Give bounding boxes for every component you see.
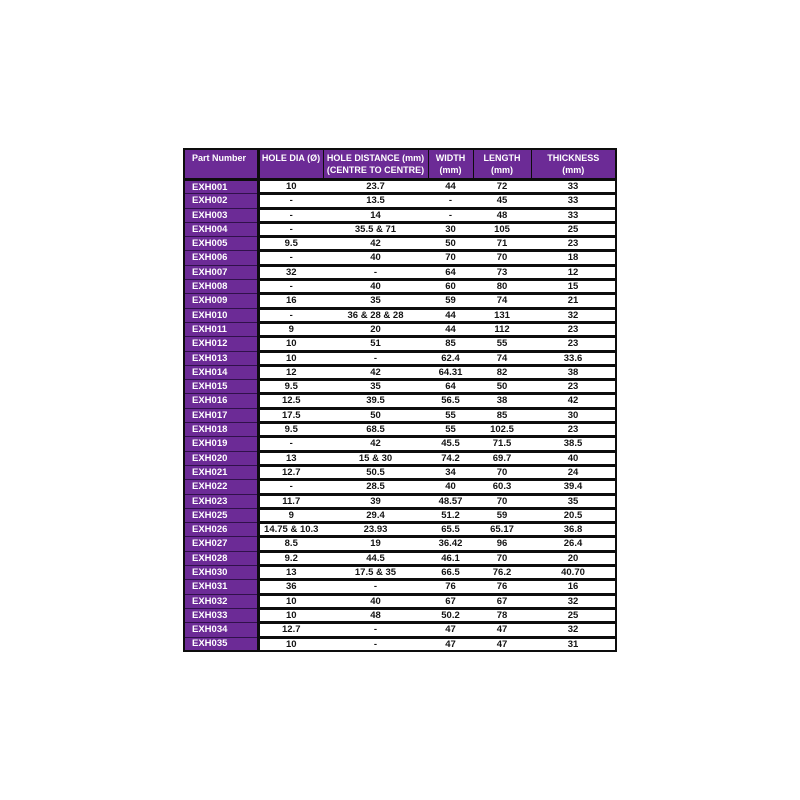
thickness-cell: 23 — [531, 237, 616, 251]
hole-distance-cell: 50 — [323, 408, 428, 422]
thickness-cell: 39.4 — [531, 480, 616, 494]
exhaust-spec-table — [183, 148, 617, 652]
hole-distance-cell: 20 — [323, 322, 428, 336]
part-number-cell: EXH009 — [184, 294, 258, 308]
hole-dia-cell: 9 — [258, 322, 323, 336]
length-cell: 48 — [473, 208, 531, 222]
hole-distance-cell: 14 — [323, 208, 428, 222]
hole-dia-cell: 14.75 & 10.3 — [258, 523, 323, 537]
table-body — [184, 180, 616, 651]
table-row — [184, 294, 616, 308]
hole-distance-cell: - — [323, 623, 428, 637]
header-label: WIDTH — [435, 153, 466, 163]
part-number-cell: EXH025 — [184, 508, 258, 522]
hole-distance-cell: 28.5 — [323, 480, 428, 494]
hole-dia-cell: 9.5 — [258, 237, 323, 251]
table-row — [184, 408, 616, 422]
table-row — [184, 508, 616, 522]
length-cell: 76 — [473, 580, 531, 594]
part-number-cell: EXH012 — [184, 337, 258, 351]
table-row — [184, 394, 616, 408]
width-cell: 64 — [428, 265, 473, 279]
width-cell: 55 — [428, 423, 473, 437]
length-cell: 74 — [473, 351, 531, 365]
header-thickness — [531, 149, 616, 180]
part-number-cell: EXH010 — [184, 308, 258, 322]
length-cell: 80 — [473, 280, 531, 294]
thickness-cell: 26.4 — [531, 537, 616, 551]
thickness-cell: 32 — [531, 623, 616, 637]
width-cell: - — [428, 194, 473, 208]
header-label: LENGTH — [483, 153, 521, 163]
part-number-cell: EXH008 — [184, 280, 258, 294]
length-cell: 71.5 — [473, 437, 531, 451]
part-number-cell: EXH033 — [184, 608, 258, 622]
table-row — [184, 351, 616, 365]
hole-dia-cell: 12 — [258, 365, 323, 379]
hole-dia-cell: 9.2 — [258, 551, 323, 565]
part-number-cell: EXH020 — [184, 451, 258, 465]
table-row — [184, 594, 616, 608]
width-cell: 36.42 — [428, 537, 473, 551]
thickness-cell: 21 — [531, 294, 616, 308]
length-cell: 38 — [473, 394, 531, 408]
width-cell: 30 — [428, 222, 473, 236]
width-cell: 45.5 — [428, 437, 473, 451]
part-number-cell: EXH007 — [184, 265, 258, 279]
length-cell: 72 — [473, 180, 531, 194]
part-number-cell: EXH023 — [184, 494, 258, 508]
part-number-cell: EXH019 — [184, 437, 258, 451]
thickness-cell: 32 — [531, 594, 616, 608]
hole-dia-cell: - — [258, 222, 323, 236]
hole-dia-cell: - — [258, 480, 323, 494]
length-cell: 105 — [473, 222, 531, 236]
length-cell: 78 — [473, 608, 531, 622]
thickness-cell: 30 — [531, 408, 616, 422]
part-number-cell: EXH030 — [184, 566, 258, 580]
hole-distance-cell: 35 — [323, 380, 428, 394]
width-cell: 85 — [428, 337, 473, 351]
part-number-cell: EXH034 — [184, 623, 258, 637]
header-label: THICKNESS — [547, 153, 600, 163]
length-cell: 55 — [473, 337, 531, 351]
header-label: Part Number — [192, 153, 247, 163]
hole-distance-cell: - — [323, 637, 428, 651]
part-number-cell: EXH027 — [184, 537, 258, 551]
length-cell: 96 — [473, 537, 531, 551]
header-row — [184, 149, 616, 180]
table-row — [184, 337, 616, 351]
length-cell: 60.3 — [473, 480, 531, 494]
part-number-cell: EXH004 — [184, 222, 258, 236]
table-row — [184, 437, 616, 451]
hole-distance-cell: 44.5 — [323, 551, 428, 565]
hole-dia-cell: - — [258, 194, 323, 208]
table-row — [184, 280, 616, 294]
hole-dia-cell: 9.5 — [258, 380, 323, 394]
table-row — [184, 480, 616, 494]
width-cell: 44 — [428, 180, 473, 194]
width-cell: 55 — [428, 408, 473, 422]
part-number-cell: EXH026 — [184, 523, 258, 537]
length-cell: 85 — [473, 408, 531, 422]
width-cell: 59 — [428, 294, 473, 308]
length-cell: 76.2 — [473, 566, 531, 580]
hole-distance-cell: 42 — [323, 437, 428, 451]
hole-dia-cell: 11.7 — [258, 494, 323, 508]
table-row — [184, 580, 616, 594]
thickness-cell: 40 — [531, 451, 616, 465]
header-part-number — [184, 149, 258, 180]
table-row — [184, 423, 616, 437]
width-cell: 44 — [428, 308, 473, 322]
width-cell: 46.1 — [428, 551, 473, 565]
width-cell: 64 — [428, 380, 473, 394]
table-row — [184, 537, 616, 551]
table-row — [184, 465, 616, 479]
table-row — [184, 608, 616, 622]
thickness-cell: 33 — [531, 194, 616, 208]
length-cell: 47 — [473, 637, 531, 651]
hole-distance-cell: 19 — [323, 537, 428, 551]
hole-distance-cell: 35 — [323, 294, 428, 308]
hole-dia-cell: 13 — [258, 451, 323, 465]
header-label: HOLE DIA (Ø) — [261, 153, 321, 163]
hole-distance-cell: 39 — [323, 494, 428, 508]
hole-dia-cell: 16 — [258, 294, 323, 308]
header-hole-dia — [258, 149, 323, 180]
width-cell: 40 — [428, 480, 473, 494]
length-cell: 50 — [473, 380, 531, 394]
length-cell: 102.5 — [473, 423, 531, 437]
hole-distance-cell: 40 — [323, 280, 428, 294]
part-number-cell: EXH015 — [184, 380, 258, 394]
part-number-cell: EXH003 — [184, 208, 258, 222]
header-sublabel: (mm) — [439, 164, 462, 175]
hole-distance-cell: 23.93 — [323, 523, 428, 537]
width-cell: 44 — [428, 322, 473, 336]
hole-dia-cell: 9.5 — [258, 423, 323, 437]
thickness-cell: 12 — [531, 265, 616, 279]
thickness-cell: 20.5 — [531, 508, 616, 522]
hole-dia-cell: 10 — [258, 594, 323, 608]
part-number-cell: EXH014 — [184, 365, 258, 379]
table-row — [184, 208, 616, 222]
width-cell: 34 — [428, 465, 473, 479]
hole-distance-cell: 51 — [323, 337, 428, 351]
hole-dia-cell: - — [258, 308, 323, 322]
length-cell: 73 — [473, 265, 531, 279]
hole-dia-cell: - — [258, 251, 323, 265]
table-row — [184, 194, 616, 208]
hole-distance-cell: 13.5 — [323, 194, 428, 208]
part-number-cell: EXH016 — [184, 394, 258, 408]
length-cell: 70 — [473, 494, 531, 508]
thickness-cell: 42 — [531, 394, 616, 408]
length-cell: 69.7 — [473, 451, 531, 465]
table-row — [184, 265, 616, 279]
part-number-cell: EXH021 — [184, 465, 258, 479]
hole-dia-cell: 10 — [258, 337, 323, 351]
width-cell: 56.5 — [428, 394, 473, 408]
part-number-cell: EXH031 — [184, 580, 258, 594]
table-row — [184, 237, 616, 251]
part-number-cell: EXH028 — [184, 551, 258, 565]
table-row — [184, 551, 616, 565]
part-number-cell: EXH005 — [184, 237, 258, 251]
hole-dia-cell: 17.5 — [258, 408, 323, 422]
length-cell: 67 — [473, 594, 531, 608]
thickness-cell: 25 — [531, 222, 616, 236]
hole-dia-cell: - — [258, 437, 323, 451]
hole-dia-cell: - — [258, 280, 323, 294]
length-cell: 59 — [473, 508, 531, 522]
width-cell: 65.5 — [428, 523, 473, 537]
width-cell: 51.2 — [428, 508, 473, 522]
thickness-cell: 33 — [531, 180, 616, 194]
width-cell: 70 — [428, 251, 473, 265]
hole-dia-cell: 36 — [258, 580, 323, 594]
hole-dia-cell: 10 — [258, 608, 323, 622]
width-cell: 64.31 — [428, 365, 473, 379]
thickness-cell: 23 — [531, 322, 616, 336]
header-label: HOLE DISTANCE (mm) — [326, 153, 425, 163]
width-cell: 47 — [428, 623, 473, 637]
thickness-cell: 31 — [531, 637, 616, 651]
part-number-cell: EXH006 — [184, 251, 258, 265]
hole-dia-cell: 8.5 — [258, 537, 323, 551]
hole-dia-cell: 10 — [258, 351, 323, 365]
length-cell: 70 — [473, 251, 531, 265]
length-cell: 47 — [473, 623, 531, 637]
hole-distance-cell: 29.4 — [323, 508, 428, 522]
length-cell: 65.17 — [473, 523, 531, 537]
table-row — [184, 451, 616, 465]
table-row — [184, 637, 616, 651]
hole-distance-cell: 40 — [323, 594, 428, 608]
width-cell: - — [428, 208, 473, 222]
hole-dia-cell: 9 — [258, 508, 323, 522]
thickness-cell: 16 — [531, 580, 616, 594]
thickness-cell: 32 — [531, 308, 616, 322]
part-number-cell: EXH011 — [184, 322, 258, 336]
width-cell: 50.2 — [428, 608, 473, 622]
hole-dia-cell: 12.7 — [258, 465, 323, 479]
header-sublabel: (mm) — [562, 164, 585, 175]
table-row — [184, 365, 616, 379]
hole-distance-cell: 40 — [323, 251, 428, 265]
hole-distance-cell: - — [323, 351, 428, 365]
hole-distance-cell: 23.7 — [323, 180, 428, 194]
length-cell: 82 — [473, 365, 531, 379]
hole-distance-cell: 35.5 & 71 — [323, 222, 428, 236]
hole-distance-cell: 42 — [323, 365, 428, 379]
width-cell: 74.2 — [428, 451, 473, 465]
part-number-cell: EXH001 — [184, 180, 258, 194]
hole-dia-cell: 13 — [258, 566, 323, 580]
header-sublabel: (CENTRE TO CENTRE) — [326, 164, 425, 175]
width-cell: 67 — [428, 594, 473, 608]
width-cell: 62.4 — [428, 351, 473, 365]
table-row — [184, 308, 616, 322]
hole-dia-cell: - — [258, 208, 323, 222]
table-row — [184, 494, 616, 508]
part-number-cell: EXH002 — [184, 194, 258, 208]
table-row — [184, 322, 616, 336]
part-number-cell: EXH035 — [184, 637, 258, 651]
hole-dia-cell: 32 — [258, 265, 323, 279]
table-row — [184, 251, 616, 265]
header-width — [428, 149, 473, 180]
length-cell: 70 — [473, 551, 531, 565]
part-number-cell: EXH018 — [184, 423, 258, 437]
width-cell: 47 — [428, 637, 473, 651]
hole-distance-cell: 39.5 — [323, 394, 428, 408]
thickness-cell: 20 — [531, 551, 616, 565]
length-cell: 112 — [473, 322, 531, 336]
hole-distance-cell: 68.5 — [323, 423, 428, 437]
part-number-cell: EXH017 — [184, 408, 258, 422]
thickness-cell: 40.70 — [531, 566, 616, 580]
width-cell: 48.57 — [428, 494, 473, 508]
hole-distance-cell: 36 & 28 & 28 — [323, 308, 428, 322]
thickness-cell: 24 — [531, 465, 616, 479]
hole-distance-cell: - — [323, 580, 428, 594]
hole-dia-cell: 12.5 — [258, 394, 323, 408]
hole-distance-cell: 48 — [323, 608, 428, 622]
hole-distance-cell: - — [323, 265, 428, 279]
header-hole-distance — [323, 149, 428, 180]
thickness-cell: 33 — [531, 208, 616, 222]
table-row — [184, 623, 616, 637]
thickness-cell: 18 — [531, 251, 616, 265]
table-row — [184, 222, 616, 236]
thickness-cell: 23 — [531, 380, 616, 394]
width-cell: 60 — [428, 280, 473, 294]
thickness-cell: 38 — [531, 365, 616, 379]
thickness-cell: 38.5 — [531, 437, 616, 451]
thickness-cell: 15 — [531, 280, 616, 294]
table-row — [184, 523, 616, 537]
hole-distance-cell: 50.5 — [323, 465, 428, 479]
header-sublabel: (mm) — [491, 164, 513, 175]
width-cell: 50 — [428, 237, 473, 251]
table-row — [184, 180, 616, 194]
hole-distance-cell: 42 — [323, 237, 428, 251]
length-cell: 131 — [473, 308, 531, 322]
length-cell: 74 — [473, 294, 531, 308]
part-number-cell: EXH022 — [184, 480, 258, 494]
table-row — [184, 380, 616, 394]
hole-distance-cell: 15 & 30 — [323, 451, 428, 465]
width-cell: 76 — [428, 580, 473, 594]
length-cell: 71 — [473, 237, 531, 251]
hole-dia-cell: 10 — [258, 637, 323, 651]
part-number-cell: EXH013 — [184, 351, 258, 365]
thickness-cell: 23 — [531, 423, 616, 437]
hole-dia-cell: 12.7 — [258, 623, 323, 637]
thickness-cell: 23 — [531, 337, 616, 351]
hole-dia-cell: 10 — [258, 180, 323, 194]
table-row — [184, 566, 616, 580]
length-cell: 70 — [473, 465, 531, 479]
thickness-cell: 25 — [531, 608, 616, 622]
hole-distance-cell: 17.5 & 35 — [323, 566, 428, 580]
part-number-cell: EXH032 — [184, 594, 258, 608]
length-cell: 45 — [473, 194, 531, 208]
thickness-cell: 33.6 — [531, 351, 616, 365]
thickness-cell: 35 — [531, 494, 616, 508]
header-length — [473, 149, 531, 180]
width-cell: 66.5 — [428, 566, 473, 580]
thickness-cell: 36.8 — [531, 523, 616, 537]
